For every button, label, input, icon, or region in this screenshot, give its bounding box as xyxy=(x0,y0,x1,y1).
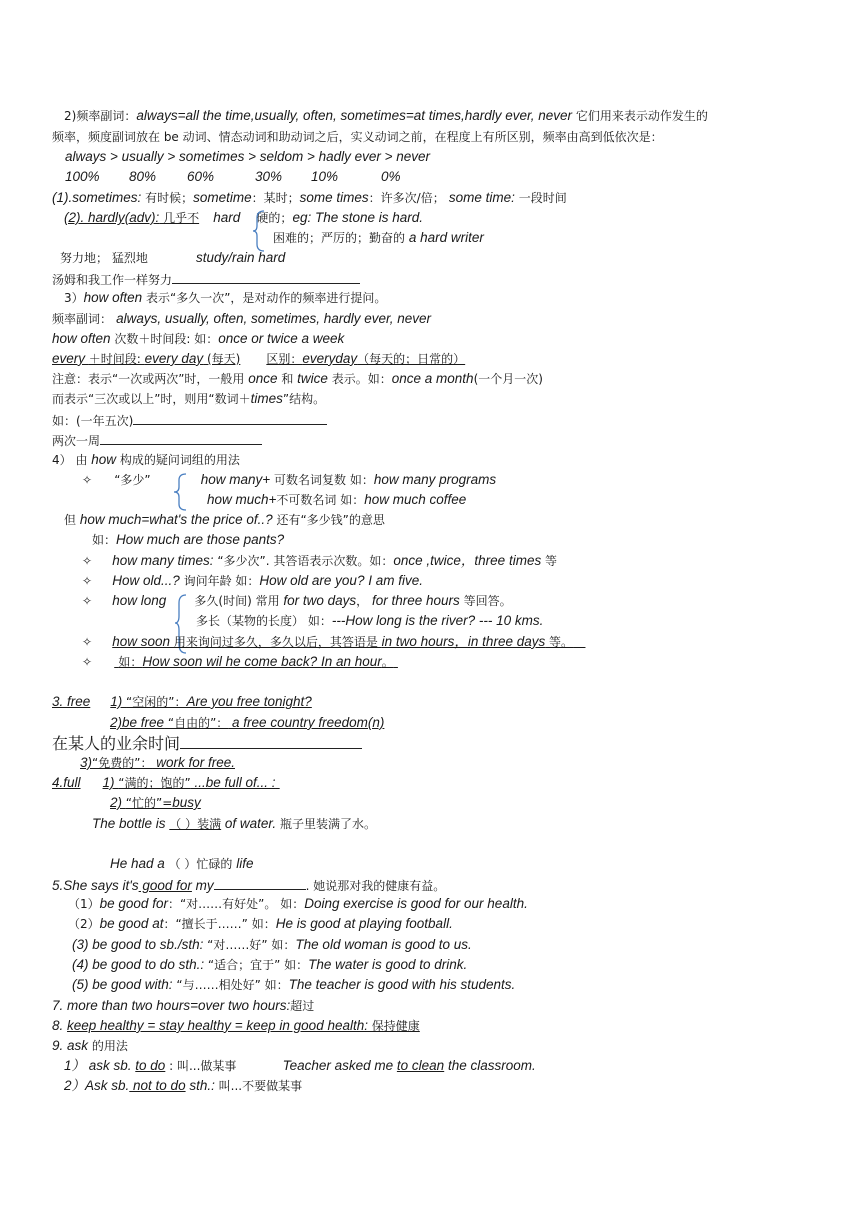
text: 2) xyxy=(110,715,123,730)
text: ， xyxy=(356,594,372,608)
text: to do xyxy=(135,1058,166,1073)
line-free-1 xyxy=(52,694,360,711)
line-free-2 xyxy=(110,715,414,732)
text: be good at xyxy=(99,916,164,931)
line-keep-healthy xyxy=(52,1018,420,1035)
text: 和 xyxy=(277,372,298,386)
text: a hard writer xyxy=(408,230,484,245)
pct-0: 100% xyxy=(65,169,100,184)
text: 如：(一年五次) xyxy=(52,414,134,428)
text: be good to sb./sth: xyxy=(92,937,204,952)
text: Are you free tonight? xyxy=(186,694,312,709)
line-more-than xyxy=(52,998,314,1015)
text: life xyxy=(236,856,254,871)
text: ：“对……有好处”。 如： xyxy=(167,897,305,911)
text: 等。 xyxy=(545,635,574,649)
text: 4） 由 xyxy=(52,453,92,467)
text: (1).sometimes: xyxy=(52,190,142,205)
text: “对……好” 如： xyxy=(203,938,296,952)
text: 多长（某物的长度） 如： xyxy=(196,614,332,628)
text: (5) xyxy=(72,977,93,992)
text: 可数名词复数 如： xyxy=(270,473,374,487)
bullet-icon: ✧ xyxy=(82,655,93,669)
text: 如： xyxy=(118,655,143,669)
line-hard-adv xyxy=(60,250,285,267)
text: (2). hardly(adv): xyxy=(64,210,160,225)
text: 5.She says it's xyxy=(52,878,139,893)
text: 2）Ask sb. xyxy=(64,1078,130,1093)
text: 等 xyxy=(541,554,558,568)
text: 1) xyxy=(110,694,127,709)
text: 硬的； xyxy=(256,211,293,225)
text: Doing exercise is good for our health. xyxy=(304,896,528,911)
line-spare-time-exercise xyxy=(52,732,362,754)
text: how xyxy=(91,452,117,467)
line-how-much-price xyxy=(64,512,385,529)
text: He is good at playing football. xyxy=(275,916,453,931)
text: good for xyxy=(138,878,192,893)
line-how-often xyxy=(64,290,386,307)
text: be good with: xyxy=(92,977,173,992)
line-good-to-do xyxy=(72,957,467,974)
text: 1) xyxy=(102,775,119,790)
answer-blank[interactable] xyxy=(100,431,262,445)
line-how-old xyxy=(82,573,423,590)
text: 次数＋时间段: 如： xyxy=(110,332,219,346)
text: how many programs xyxy=(373,472,497,487)
pct-5: 0% xyxy=(381,169,401,184)
text: 多久(时间) 常用 xyxy=(194,594,284,608)
text: ...be full of... : xyxy=(190,775,276,790)
text: once a month xyxy=(391,371,474,386)
line-ask-to-do xyxy=(64,1058,536,1075)
text: be good for xyxy=(99,896,168,911)
text: 用来询问过多久，多久以后，其答语是 xyxy=(170,635,382,649)
text: study/rain hard xyxy=(195,250,286,265)
text: keep healthy = stay healthy = keep in good health: xyxy=(67,1018,368,1033)
line-how-many-times xyxy=(82,553,557,570)
text: 7. more than two hours=over two hours: xyxy=(52,998,291,1013)
text: eg: The stone is hard. xyxy=(292,210,424,225)
text: 保持健康 xyxy=(367,1019,420,1033)
text: always, usually, often, sometimes, hardly ever, never xyxy=(116,311,432,326)
line-how-many xyxy=(82,472,496,489)
text: some times xyxy=(299,190,369,205)
text: 的用法 xyxy=(88,1039,128,1053)
text: 1） ask sb. xyxy=(64,1058,136,1073)
text: (3) xyxy=(72,937,93,952)
line-tom-exercise xyxy=(52,270,360,289)
line-ask-not-to-do xyxy=(64,1078,302,1095)
text: 注意：表示“一次或两次”时，一般用 xyxy=(52,372,249,386)
text: how often xyxy=(52,331,111,346)
text: How old...? xyxy=(112,573,180,588)
line-full-2 xyxy=(110,795,219,812)
text: 表示。如： xyxy=(327,372,392,386)
line-freq-order: always > usually > sometimes > seldom > hadly ever > never xyxy=(65,149,431,164)
line-hard-meaning xyxy=(273,230,484,247)
text: 4.full xyxy=(52,775,81,790)
line-how-soon-example xyxy=(82,654,398,671)
text: for two days xyxy=(283,593,357,608)
line-freq-adverbs xyxy=(64,108,708,125)
text: “与……相处好” 如： xyxy=(172,978,289,992)
text: 区别： xyxy=(266,352,303,366)
text: 超过 xyxy=(290,999,315,1013)
line-how-long-length xyxy=(196,613,543,630)
text: how often xyxy=(83,290,143,305)
text: 3） xyxy=(64,291,84,305)
text: be free xyxy=(122,715,165,730)
text: The teacher is good with his students. xyxy=(288,977,516,992)
text: 有时候； xyxy=(141,191,194,205)
text: How much are those pants? xyxy=(116,532,285,547)
line-good-with xyxy=(72,977,515,994)
line-how-soon xyxy=(82,634,585,651)
text: for three hours xyxy=(372,593,460,608)
text: the classroom. xyxy=(444,1058,536,1073)
line-free-3 xyxy=(80,755,329,772)
text: everyday xyxy=(302,351,358,366)
text: 在某人的业余时间 xyxy=(52,734,181,753)
text: (一个月一次) xyxy=(473,372,543,386)
text: every xyxy=(52,351,89,366)
text: a free country freedom(n) xyxy=(228,715,385,730)
line-good-for-exercise xyxy=(52,876,445,895)
text: ：“擅长于……” 如： xyxy=(163,917,276,931)
line-twice-week-exercise xyxy=(52,431,262,450)
text: my xyxy=(191,878,214,893)
text: Teacher asked me xyxy=(282,1058,397,1073)
text: 努力地； 猛烈地 xyxy=(60,251,148,265)
text: ”结构。 xyxy=(282,392,326,406)
text: 而表示“三次或以上”时，则用“数词＋ xyxy=(52,392,251,406)
text: ：许多次/倍； xyxy=(368,191,445,205)
text: 但 xyxy=(64,513,80,527)
text: （2） xyxy=(68,917,100,931)
text: sth.: xyxy=(185,1078,215,1093)
text: : 叫...做某事 xyxy=(165,1059,237,1073)
text: sometime xyxy=(193,190,252,205)
text: how much+ xyxy=(207,492,277,507)
text: be good to do sth.: xyxy=(92,957,205,972)
text: 汤姆和我工作一样努力 xyxy=(52,273,173,287)
text: 3. free xyxy=(52,694,91,709)
text: 困难的；严厉的；勤奋的 xyxy=(273,231,409,245)
text: ---How long is the river? --- 10 kms. xyxy=(331,613,544,628)
line-how-much-example xyxy=(92,532,284,549)
brace-icon xyxy=(252,210,266,252)
text: twice xyxy=(297,371,328,386)
line-freq-desc: 频率，频度副词放在 be 动词、情态动词和助动词之后，实义动词之前，在程度上有所区别，频率由高到低依次是： xyxy=(52,130,663,144)
line-hardly xyxy=(64,210,423,227)
text: 不可数名词 如： xyxy=(276,493,365,507)
text: The old woman is good to us. xyxy=(295,937,472,952)
text: in two hours，in three days xyxy=(381,634,546,649)
text: （1） xyxy=(68,897,100,911)
pct-1: 80% xyxy=(129,169,157,184)
bullet-icon: ✧ xyxy=(82,554,93,568)
text: 。 xyxy=(381,655,394,669)
text: 等回答。 xyxy=(459,594,512,608)
text: busy xyxy=(172,795,201,810)
text: 它们用来表示动作发生的 xyxy=(572,109,708,123)
text: how much=what's the price of..? xyxy=(79,512,273,527)
line-good-for xyxy=(68,896,528,913)
line-sometimes xyxy=(52,190,567,207)
line-good-to-sb xyxy=(72,937,472,954)
text: 一段时间 xyxy=(514,191,567,205)
bullet-icon: ✧ xyxy=(82,574,93,588)
text: once or twice a week xyxy=(218,331,345,346)
line-how-long xyxy=(82,593,512,610)
text: 频率副词： xyxy=(52,312,113,326)
line-how-much xyxy=(207,492,466,509)
text: 3) xyxy=(80,755,93,770)
text: ：某时； xyxy=(251,191,300,205)
text: 构成的疑问词组的用法 xyxy=(116,453,240,467)
text: how soon xyxy=(112,634,170,649)
answer-blank[interactable] xyxy=(172,270,360,284)
text: 两次一周 xyxy=(52,434,101,448)
bullet-icon: ✧ xyxy=(82,473,93,487)
text: times xyxy=(250,391,283,406)
text: how much coffee xyxy=(364,492,467,507)
line-freq-list xyxy=(52,311,431,328)
text: 还有“多少钱”的意思 xyxy=(272,513,385,527)
answer-blank[interactable] xyxy=(214,876,306,890)
text: “忙的”= xyxy=(125,796,173,810)
line-percentages xyxy=(65,169,401,185)
pct-2: 60% xyxy=(187,169,215,184)
text: （ ）装满 xyxy=(169,817,222,831)
text: (每天) xyxy=(203,352,241,366)
text: of water. xyxy=(221,816,277,831)
text: The bottle is xyxy=(92,816,170,831)
text: . 她说那对我的健康有益。 xyxy=(305,879,446,893)
line-five-times-exercise xyxy=(52,411,327,430)
brace-icon xyxy=(172,473,188,511)
line-note-times xyxy=(52,391,325,408)
text: 8. xyxy=(52,1018,68,1033)
text: How old are you? I am five. xyxy=(259,573,423,588)
text: how many times: xyxy=(112,553,214,568)
text: always=all the time,usually, often, sometimes=at times,hardly ever, never xyxy=(136,108,573,123)
text: 2) xyxy=(110,795,126,810)
text: 瓶子里装满了水。 xyxy=(276,817,376,831)
text: hard xyxy=(213,210,241,225)
text: “适合；宜于” 如： xyxy=(204,958,309,972)
text: （每天的；日常的） xyxy=(357,352,466,366)
line-how-often-answer xyxy=(52,331,344,348)
text: every day xyxy=(144,351,204,366)
text: “满的；饱的” xyxy=(118,776,191,790)
line-ask-usage xyxy=(52,1038,128,1055)
answer-blank[interactable] xyxy=(133,411,327,425)
text: how many+ xyxy=(200,472,271,487)
text: 如： xyxy=(92,533,117,547)
text: work for free. xyxy=(152,755,235,770)
pct-4: 10% xyxy=(311,169,339,184)
line-every xyxy=(52,351,465,368)
text: not to do xyxy=(129,1078,186,1093)
text: (4) xyxy=(72,957,93,972)
text: “空闲的”： xyxy=(126,695,187,709)
text: to clean xyxy=(396,1058,445,1073)
text: some time: xyxy=(448,190,515,205)
text: “免费的”： xyxy=(92,756,153,770)
text: “自由的”： xyxy=(164,716,229,730)
text: how long xyxy=(112,593,167,608)
text: “多少次”. 其答语表示次数。如： xyxy=(213,554,394,568)
text: How soon wil he come back? In an hour xyxy=(142,654,382,669)
text: once xyxy=(248,371,278,386)
text: He had a xyxy=(110,856,165,871)
text: 叫...不要做某事 xyxy=(214,1079,303,1093)
line-busy-life-example xyxy=(110,856,254,873)
line-bottle-example xyxy=(92,816,376,833)
line-how-phrases xyxy=(52,452,240,469)
text: once ,twice，three times xyxy=(393,553,542,568)
bullet-icon: ✧ xyxy=(82,635,93,649)
answer-blank[interactable] xyxy=(180,732,362,749)
pct-3: 30% xyxy=(255,169,283,184)
text: 表示“多久一次”，是对动作的频率进行提问。 xyxy=(142,291,387,305)
text: ＋时间段: xyxy=(88,352,145,366)
line-good-at xyxy=(68,916,453,933)
line-note-once-twice xyxy=(52,371,543,388)
text: 2)频率副词： xyxy=(64,109,137,123)
text: The water is good to drink. xyxy=(308,957,468,972)
text: （ ）忙碌的 xyxy=(164,857,237,871)
text: 几乎不 xyxy=(159,211,200,225)
text: 9. ask xyxy=(52,1038,89,1053)
bullet-icon: ✧ xyxy=(82,594,93,608)
text: “多少” xyxy=(114,473,151,487)
line-full-1 xyxy=(52,775,280,792)
text: 询问年龄 如： xyxy=(179,574,260,588)
